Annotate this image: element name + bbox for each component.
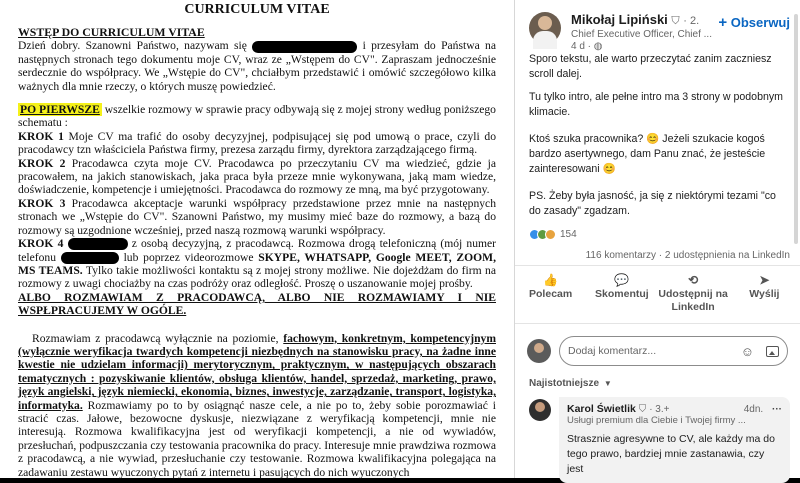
krok2-label: KROK 2 <box>18 156 66 170</box>
post-time <box>571 41 718 52</box>
post-paragraph: Ktoś szuka pracownika? 😊 Jeżeli szukacie kogoś bardzo asertywnego, dam Panu znać, że jesteście zainteresowani 😊 <box>529 133 766 175</box>
author-info <box>571 12 718 52</box>
intro-text-start: Dzień dobry. Szanowni Państwo, nazywam się <box>18 39 247 53</box>
redacted-name <box>252 41 357 53</box>
krok4-text-c: Tylko takie możliwości kontaktu są z mojej strony możliwe. Nie dojeżdżam do firm na rozmowy z uwagi chociażby na czas podróży oraz odległość. Proszę o uszanowanie mojej prośby. <box>18 263 496 291</box>
intro-text-end: i przesyłam do Państwa na następnych stronach tego dokumentu moje CV, wraz ze „Wstępem do CV". Zapraszam jednocześnie serdecznie do współpracy. We „Wstępie do CV", chciałbym przedstawić i omówić szczegółowo kilka ważnych dla mnie rzeczy, o których muszę powiedzieć. <box>18 39 497 93</box>
author-name[interactable]: Mikołaj Lipiński <box>571 12 668 27</box>
comment-time-text: 4dn. <box>743 404 764 415</box>
para2-text-c: Rozmawiamy po to by osiągnąć nasze cele, a nie po to, żeby sobie porozmawiać i stracić czas. Jałowe, bezowocne dyskusje, niezwiązane z weryfikacją kompetencji, mnie nie interesują. Rozmowa kwalifikacyjna jest od weryfikacji kompetencji, a nie od wywiadów, przesłuchań, podpuszczania czy testowania pracownika do pracy. Interesuje mnie prawdziwa rozmowa z pracodawcą, a nie wywiad, przesłuchanie czy testowanie. Rozmowa kwalifikacyjna polegająca na zadawaniu zestawu wyuczonych pytań z internetu i pasujących do nich wyuczonych <box>18 398 496 479</box>
first-label: PO PIERWSZE <box>20 103 100 117</box>
like-label: Polecam <box>529 288 573 300</box>
repost-icon: ⟲ <box>688 273 699 287</box>
krok4-tools: SKYPE, WHATSAPP, Google MEET, ZOOM, MS TEAMS. <box>18 250 496 277</box>
redacted-text <box>68 238 128 250</box>
intro-paragraph <box>18 39 496 93</box>
first-text: wszelkie rozmowy w sprawie pracy odbywają się z mojej strony według poniższego schematu : <box>18 103 496 130</box>
para2-text-a: Rozmawiam z pracodawcą wyłącznie na poziomie, <box>32 331 279 345</box>
linkedin-post-panel <box>514 0 800 478</box>
sort-label: Najistotniejsze <box>529 378 600 389</box>
commenter-degree: · 3.+ <box>649 404 670 415</box>
krok4-text-a: z osobą decyzyjną, z pracodawcą. Rozmowa drogą telefoniczną (mój numer telefonu <box>18 237 497 264</box>
comments-reposts-count[interactable]: 116 komentarzy · 2 udostępnienia na LinkedIn <box>515 246 800 266</box>
comment-placeholder: Dodaj komentarz... <box>568 345 657 357</box>
comment-item <box>515 397 800 483</box>
intro-heading: WSTĘP DO CURRICULUM VITAE <box>18 25 205 39</box>
post-author <box>515 0 800 52</box>
krok3-text: Pracodawca akceptacje warunki współpracy przedstawione przez mnie na następnych stronach we „Wstępie do CV". Szanowni Państwo, my musimy mieć baze do rozmowy, a bazą do rozmowy są uzgodnione wcześniej, przed naszą rozmową warunki współpracy. <box>18 196 497 237</box>
comment-header <box>567 403 782 415</box>
krok2-text: Pracodawca czyta moje CV. Pracodawca po przeczytaniu CV ma wiedzieć, gdzie ja pracowałem, na jakich stanowiskach, jaka praca była przeze mnie wykonywana, jaką mam wiedze, doświadczenie, kompetencje i umiejętności. Pracodawca do rozmowy ze mną, ma być przygotowany. <box>18 156 496 197</box>
krok4-label: KROK 4 <box>18 237 64 251</box>
caret-down-icon: ▼ <box>603 379 612 388</box>
krok3-label: KROK 3 <box>18 196 66 210</box>
send-label: Wyślij <box>749 288 780 300</box>
send-icon: ➤ <box>759 273 770 287</box>
comment-label: Skomentuj <box>595 288 649 300</box>
more-options-icon[interactable]: ··· <box>772 404 782 415</box>
verified-icon: ⛉ <box>638 404 647 415</box>
comment-sort-dropdown[interactable] <box>515 374 800 397</box>
globe-icon: ◍ <box>593 41 603 52</box>
comment-text: Strasznie agresywne to CV, ale każdy ma do tego prawo, bardziej mnie zastanawia, czy jest <box>567 433 775 475</box>
follow-label: Obserwuj <box>730 15 790 30</box>
author-headline: Chief Executive Officer, Chief ... <box>571 29 712 40</box>
send-button[interactable] <box>729 266 800 323</box>
commenter-name-line[interactable] <box>567 403 670 415</box>
plus-icon: + <box>718 14 728 31</box>
current-user-avatar <box>527 339 551 363</box>
comment-button[interactable] <box>586 266 657 323</box>
post-time-text: 4 d · <box>571 41 592 52</box>
emoji-icon[interactable]: ☺ <box>740 343 754 359</box>
comment-time <box>744 404 782 415</box>
krok4-paragraph <box>18 237 496 291</box>
comment-bubble <box>559 397 790 483</box>
thumbs-up-icon: 👍 <box>543 273 559 287</box>
comment-input[interactable] <box>559 336 788 366</box>
krok4-text-b: lub poprzez videorozmowe <box>123 250 254 264</box>
reaction-count[interactable]: 154 <box>560 228 577 240</box>
commenter-headline: Usługi premium dla Ciebie i Twojej firmy ... <box>567 415 746 426</box>
krok1-text: Moje CV ma trafić do osoby decyzyjnej, podpisującej się pod umową o prace, czyli do pracodawcy tzn właściciela Państwa firmy, prezesa zarządu firmy, dyrektora zarządzającego firmą. <box>18 129 496 157</box>
verified-icon: ⛉ <box>671 15 680 27</box>
insightful-reaction-icon <box>545 229 556 240</box>
second-paragraph <box>18 332 496 479</box>
like-button[interactable] <box>515 266 586 323</box>
commenter-name[interactable]: Karol Świetlik <box>567 403 636 415</box>
emphasis-line: ALBO ROZMAWIAM Z PRACODAWCĄ, ALBO NIE ROZMAWIAMY I NIE WSPŁPRACUJEMY W OGÓLE. <box>18 290 496 318</box>
post-body <box>515 52 800 226</box>
repost-button[interactable] <box>658 266 729 323</box>
post-paragraph: Tu tylko intro, ale pełne intro ma 3 strony w podobnym klimacie. <box>529 91 783 118</box>
follow-button[interactable] <box>718 14 790 52</box>
first-paragraph <box>18 103 496 130</box>
author-name-line[interactable] <box>571 12 718 28</box>
krok1-label: KROK 1 <box>18 129 64 143</box>
reactions-summary[interactable] <box>515 226 800 242</box>
scrollbar[interactable] <box>794 14 798 244</box>
krok2-paragraph <box>18 157 496 197</box>
repost-label: Udostępnij na LinkedIn <box>658 288 728 313</box>
cv-title: CURRICULUM VITAE <box>184 2 330 17</box>
image-icon[interactable] <box>766 346 779 357</box>
post-paragraph: Sporo tekstu, ale warto przeczytać zanim zaczniesz scroll dalej. <box>529 53 772 80</box>
author-avatar[interactable] <box>529 12 561 44</box>
para2-text-b: fachowym, konkretnym, kompetencyjnym (wyłącznie weryfikacja twardych kompetencji niezbędnych na stanowisku pracy, na żadne inne kwestie nie udzielam informacji) merytorycznym, praktycznym, w następujących obszarach tematycznych : pozyskiwanie klientów, obsługa klientów, handel, sprzedaż, marketing, prawo, język angielski, język niemiecki, ekonomia, biznes, inwestycje, zarządzanie, transport, logistyka, informatyka. <box>18 331 496 412</box>
post-actions <box>515 266 800 324</box>
connection-degree: · 2. <box>683 15 700 27</box>
redacted-phone <box>61 252 119 264</box>
krok3-paragraph <box>18 197 496 237</box>
krok1-paragraph <box>18 130 496 157</box>
commenter-avatar[interactable] <box>529 399 551 421</box>
comment-icon: 💬 <box>614 273 630 287</box>
comment-composer <box>515 324 800 374</box>
post-paragraph: PS. Żeby była jasność, ja się z niektórymi tezami "co do zasady" zgadzam. <box>529 190 776 217</box>
